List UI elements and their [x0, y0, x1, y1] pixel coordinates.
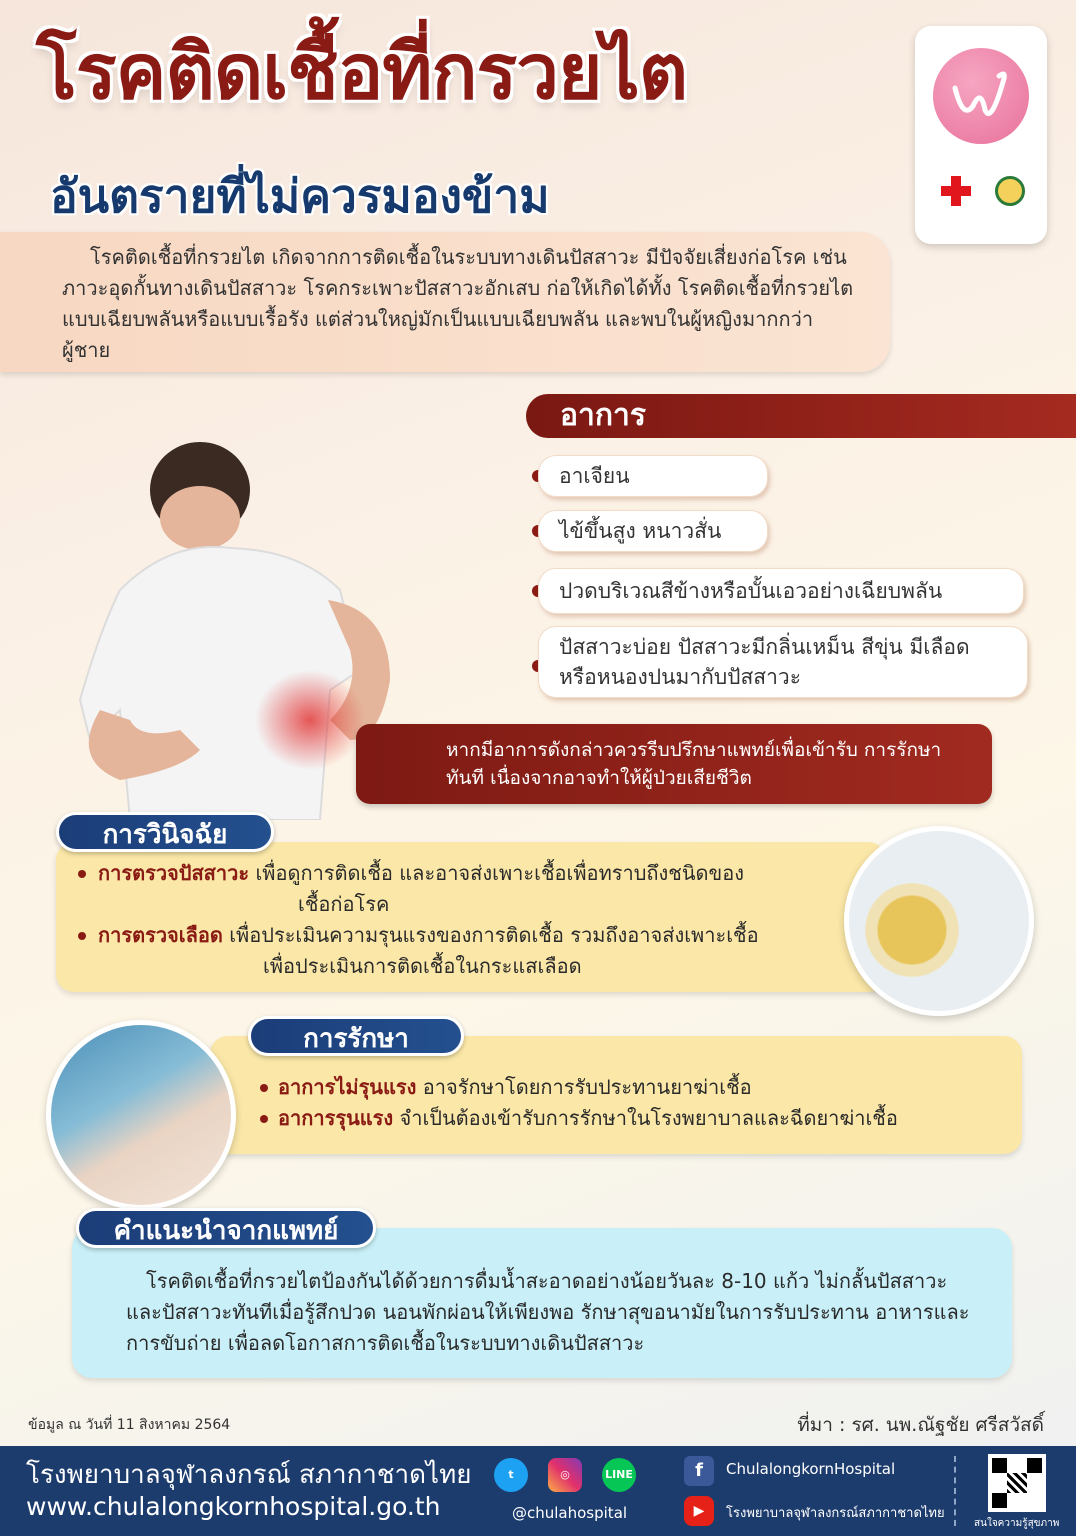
youtube-icon[interactable]: ▶ [684, 1496, 714, 1526]
youtube-name[interactable]: โรงพยาบาลจุฬาลงกรณ์สภากาชาดไทย [726, 1506, 945, 1521]
treatment-term: อาการไม่รุนแรง [278, 1075, 417, 1099]
treatment-item [260, 1103, 1002, 1134]
symptom-item [538, 568, 1024, 614]
twitter-icon[interactable]: t [494, 1458, 528, 1492]
treatment-term: อาการรุนแรง [278, 1106, 394, 1130]
source-note: ที่มา : รศ. นพ.ณัฐชัย ศรีสวัสดิ์ [797, 1414, 1044, 1436]
intro-box [0, 232, 890, 372]
facebook-icon[interactable]: f [684, 1456, 714, 1486]
treatment-desc: จำเป็นต้องเข้ารับการรักษาในโรงพยาบาลและฉีดยาฆ่าเชื้อ [399, 1106, 898, 1130]
symptom-item [538, 455, 768, 497]
diagnosis-desc: เพื่อดูการติดเชื้อ และอาจส่งเพาะเชื้อเพื่อทราบถึงชนิดของ [255, 861, 744, 885]
social-handle[interactable]: @chulahospital [512, 1504, 628, 1522]
symptom-text: ไข้ขึ้นสูง หนาวสั่น [559, 519, 722, 543]
symptom-item [538, 626, 1028, 698]
warning-box [356, 724, 992, 804]
qr-caption: สนใจความรู้สุขภาพ [974, 1518, 1060, 1529]
advice-text: โรคติดเชื้อที่กรวยไตป้องกันได้ด้วยการดื่มน้ำสะอาดอย่างน้อยวันละ 8-10 แก้ว ไม่กลั้นปัสสาวะ และปัสสาวะทันทีเมื่อรู้สึกปวด นอนพักผ่อนให้เพียงพอ รักษาสุขอนามัยในการรับประทาน อาหารและการขับถ่าย เพื่อลดโอกาสการติดเชื้อในระบบทางเดินปัสสาวะ [126, 1269, 970, 1355]
advice-heading: คำแนะนำจากแพทย์ [76, 1208, 376, 1248]
iv-drip-photo [46, 1020, 236, 1210]
instagram-icon[interactable]: ◎ [548, 1458, 582, 1492]
symptom-text: ปวดบริเวณสีข้างหรือบั้นเอวอย่างเฉียบพลัน [559, 579, 943, 603]
man-back-pain-illustration [60, 440, 400, 820]
symptoms-heading: อาการ [526, 394, 1076, 438]
bullet-dot [260, 1084, 268, 1092]
symptom-text: อาเจียน [559, 464, 630, 488]
date-note: ข้อมูล ณ วันที่ 11 สิงหาคม 2564 [28, 1417, 231, 1433]
footer-divider [954, 1456, 956, 1526]
diagnosis-item [76, 920, 866, 982]
treatment-item [260, 1072, 1002, 1103]
diagnosis-heading: การวินิจฉัย [56, 812, 274, 852]
symptom-item [538, 510, 768, 552]
intro-text: โรคติดเชื้อที่กรวยไต เกิดจากการติดเชื้อในระบบทางเดินปัสสาวะ มีปัจจัยเสี่ยงก่อโรค เช่น ภาวะอุดกั้นทางเดินปัสสาวะ โรคกระเพาะปัสสาวะอักเสบ ก่อให้เกิดได้ทั้ง โรคติดเชื้อที่กรวยไตแบบเฉียบพลันหรือแบบเรื้อรัง แต่ส่วนใหญ่มักเป็นแบบเฉียบพลัน และพบในผู้หญิงมากกว่าผู้ชาย [62, 245, 854, 362]
treatment-heading: การรักษา [248, 1016, 464, 1056]
facebook-name[interactable]: ChulalongkornHospital [726, 1460, 896, 1478]
hospital-name: โรงพยาบาลจุฬาลงกรณ์ สภากาชาดไทย [26, 1460, 472, 1490]
logo-card [915, 26, 1047, 244]
brand-logo-icon [933, 48, 1029, 144]
diagnosis-item [76, 858, 866, 920]
page-title: โรคติดเชื้อที่กรวยไต [36, 27, 688, 116]
footer [0, 1446, 1076, 1536]
page-subtitle: อันตรายที่ไม่ควรมองข้าม [50, 169, 550, 223]
line-label: LINE [605, 1468, 633, 1481]
symptom-text: ปัสสาวะบ่อย ปัสสาวะมีกลิ่นเหม็น สีขุ่น มีเลือดหรือหนองปนมากับปัสสาวะ [559, 635, 970, 689]
diagnosis-desc: เพื่อประเมินความรุนแรงของการติดเชื้อ รวมถึงอาจส่งเพาะเชื้อ [229, 923, 759, 947]
diagnosis-desc-cont: เพื่อประเมินการติดเชื้อในกระแสเลือด [263, 954, 582, 978]
diagnosis-term: การตรวจเลือด [98, 923, 223, 947]
qr-code-icon[interactable] [988, 1454, 1046, 1512]
warning-text: หากมีอาการดังกล่าวควรรีบปรึกษาแพทย์เพื่อเข้ารับ การรักษาทันที เนื่องจากอาจทำให้ผู้ป่วยเสียชีวิต [446, 739, 942, 789]
hospital-url[interactable]: www.chulalongkornhospital.go.th [26, 1492, 441, 1521]
red-cross-icon [941, 176, 971, 206]
bullet-dot [78, 870, 86, 878]
line-icon[interactable] [602, 1458, 636, 1492]
diagnosis-term: การตรวจปัสสาวะ [98, 861, 250, 885]
seal-icon [995, 176, 1025, 206]
diagnosis-box [56, 842, 886, 992]
diagnosis-desc-cont: เชื้อก่อโรค [298, 892, 390, 916]
bullet-dot [260, 1115, 268, 1123]
bullet-dot [78, 932, 86, 940]
urine-test-photo [844, 826, 1034, 1016]
treatment-desc: อาจรักษาโดยการรับประทานยาฆ่าเชื้อ [422, 1075, 752, 1099]
